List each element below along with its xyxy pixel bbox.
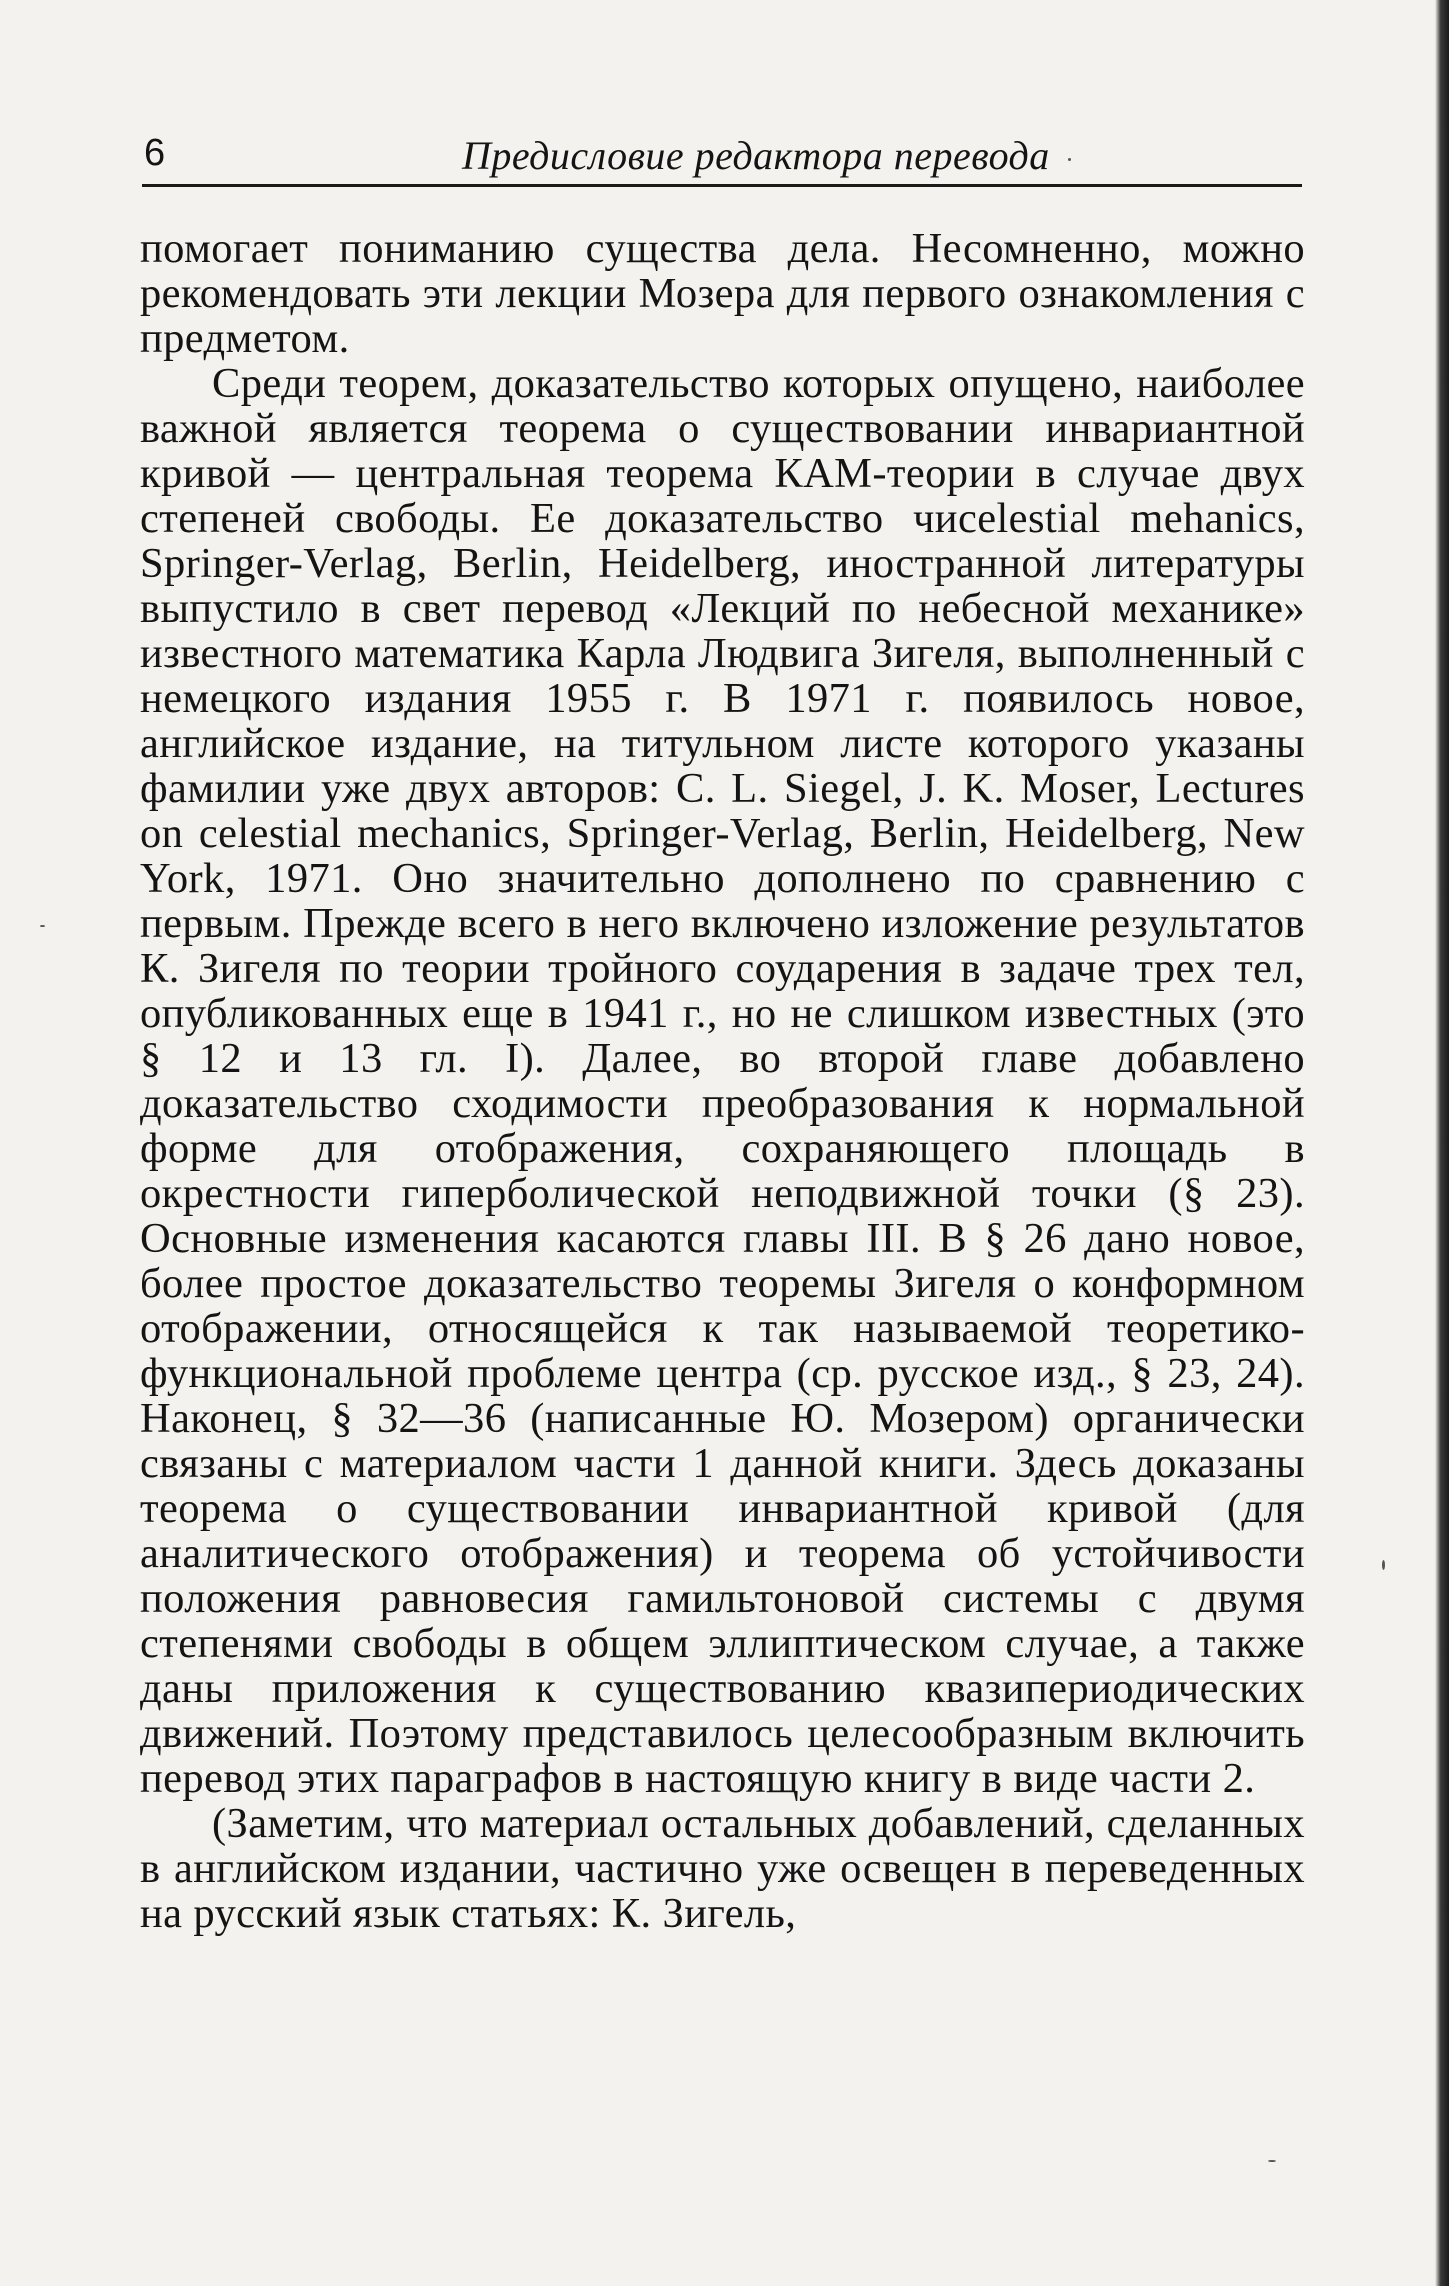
paragraph-siegel-moser: Среди теорем, доказательство которых опущено, наиболее важной является теорема о существовании инвариантной кривой — центральная теорема КАМ-теории в случае двух степеней свободы. Ее доказательство чиcelestial mehanics, Springer-Verlag, Berlin, Heidelberg, иностранной литературы выпустило в свет перевод «Лекций по небесной механике» известного математика Карла Людвига Зигеля, выполненный с немецкого издания 1955 г. В 1971 г. появилось новое, английское издание, на титульном листе которого указаны фамилии уже двух авторов: C. L. Siegel, J. K. Moser, Lectures on celestial mechanics, Springer-Verlag, Berlin, Heidelberg, New York, 1971. Оно значительно дополнено по сравнению с первым. Прежде всего в него включено изложение результатов К. Зигеля по теории тройного соударения в задаче трех тел, опубликованных еще в 1941 г., но не слишком известных (это § 12 и 13 гл. I). Далее, во второй главе добавлено доказательство сходимости преобразования к нормальной форме для отображения, сохраняющего площадь в окрестности гиперболической неподвижной точки (§ 23). Основные изменения касаются главы III. В § 26 дано новое, более простое доказательство теоремы Зигеля о конформном отображении, относящейся к так называемой теоретико-функциональной проблеме центра (ср. русское изд., § 23, 24). Наконец, § 32—36 (написанные Ю. Мозером) органически связаны с материалом части 1 данной книги. Здесь доказаны теорема о существовании инвариантной кривой (для аналитического отображения) и теорема об устойчивости положения равновесия гамильтоновой системы с двумя степенями свободы в общем эллиптическом случае, а также даны приложения к существованию квазипериодических движений. Поэтому представилось целесообразным включить перевод этих параграфов в настоящую книгу в виде части 2. <box>140 360 1305 1802</box>
scan-speck <box>1268 2160 1276 2162</box>
body-text <box>140 226 1305 1936</box>
running-title: Предисловие редактора перевода <box>462 133 1050 178</box>
scan-edge-shadow <box>1435 0 1449 2286</box>
scan-speck <box>40 925 45 927</box>
paragraph-continuation: помогает пониманию существа дела. Несомненно, можно рекомендовать эти лекции Мозера для первого ознакомления с предметом. <box>140 225 1305 362</box>
page-number: 6 <box>144 132 166 174</box>
scan-speck <box>1068 158 1071 161</box>
scan-speck <box>1382 1560 1385 1570</box>
running-header <box>142 128 1302 187</box>
paragraph-remark: (Заметим, что материал остальных добавлений, сделанных в английском издании, частично уже освещен в переведенных на русский язык статьях: К. Зигель, <box>140 1800 1305 1937</box>
